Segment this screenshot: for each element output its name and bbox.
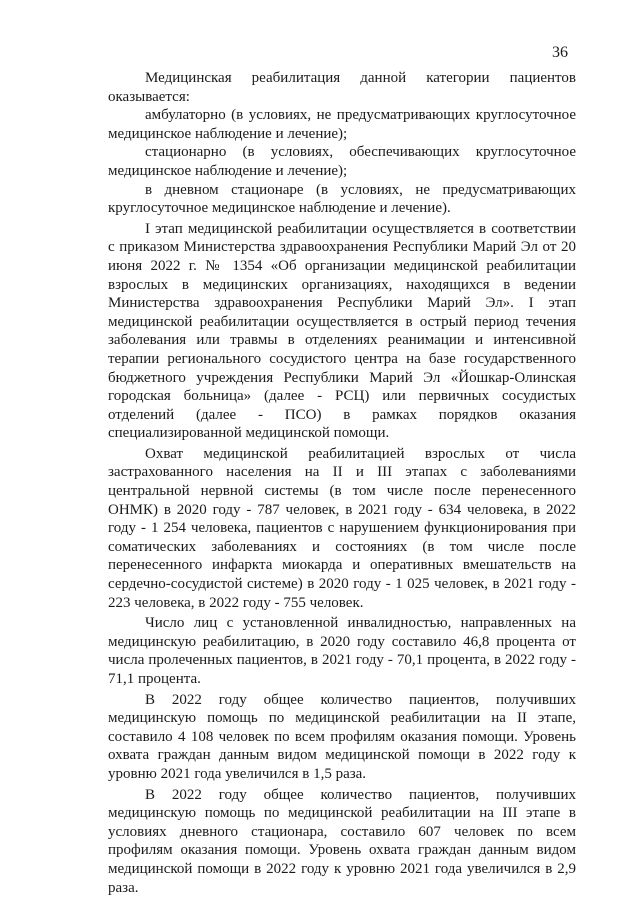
paragraph-day-hospital: в дневном стационаре (в условиях, не предусматривающих круглосуточное медицинское наблюдение и лечение). (108, 181, 576, 217)
page-number: 36 (552, 44, 568, 61)
paragraph-inpatient: стационарно (в условиях, обеспечивающих круглосуточное медицинское наблюдение и лечение); (108, 144, 576, 179)
paragraph-outpatient: амбулаторно (в условиях, не предусматривающих круглосуточное медицинское наблюдение и лечение); (108, 107, 576, 142)
document-body (108, 69, 576, 897)
paragraph-coverage: Охват медицинской реабилитацией взрослых от числа застрахованного населения на II и III этапах с заболеваниями центральной нервной системы (в том числе после перенесенного ОНМК) в 2020 году - 787 человек, в 2021 году - 634 человека, в 2022 году - 1 254 человека, пациентов с нарушением функционирования при соматических заболеваниях и состояниях (в том числе после перенесенного инфаркта миокарда и оперативных вмешательств на сердечно-сосудистой системе) в 2020 году - 1 025 человек, в 2021 году - 223 человека, в 2022 году - 755 человек. (108, 445, 576, 611)
paragraph-intro: Медицинская реабилитация данной категории пациентов оказывается: (108, 70, 576, 105)
paragraph-stage-one: I этап медицинской реабилитации осуществляется в соответствии с приказом Министерства здравоохранения Республики Марий Эл от 20 июня 2022 г. № 1354 «Об организации медицинской реабилитации взрослых в медицинских организациях, находящихся в ведении Министерства здравоохранения Республики Марий Эл». I этап медицинской реабилитации осуществляется в острый период течения заболевания или травмы в отделениях реанимации и интенсивной терапии регионального сосудистого центра на базе государственного бюджетного учреждения Республики Марий Эл «Йошкар-Олинская городская больница» (далее - РСЦ) или первичных сосудистых отделений (далее - ПСО) в рамках порядков оказания специализированной медицинской помощи. (108, 220, 576, 442)
paragraph-stage-three: В 2022 году общее количество пациентов, получивших медицинскую помощь по медицинской реабилитации на III этапе в условиях дневного стационара, составило 607 человек по всем профилям оказания помощи. Уровень охвата граждан данным видом медицинской помощи в 2022 году к уровню 2021 года увеличился в 2,9 раза. (108, 786, 576, 896)
paragraph-disability: Число лиц с установленной инвалидностью, направленных на медицинскую реабилитацию, в 2020 году составило 46,8 процента от числа пролеченных пациентов, в 2021 году - 70,1 процента, в 2022 году - 71,1 процента. (108, 615, 576, 687)
paragraph-stage-two: В 2022 году общее количество пациентов, получивших медицинскую помощь по медицинской реабилитации на II этапе, составило 4 108 человек по всем профилям оказания помощи. Уровень охвата граждан данным видом медицинской помощи в 2022 году к уровню 2021 года увеличился в 1,5 раза. (108, 691, 576, 782)
